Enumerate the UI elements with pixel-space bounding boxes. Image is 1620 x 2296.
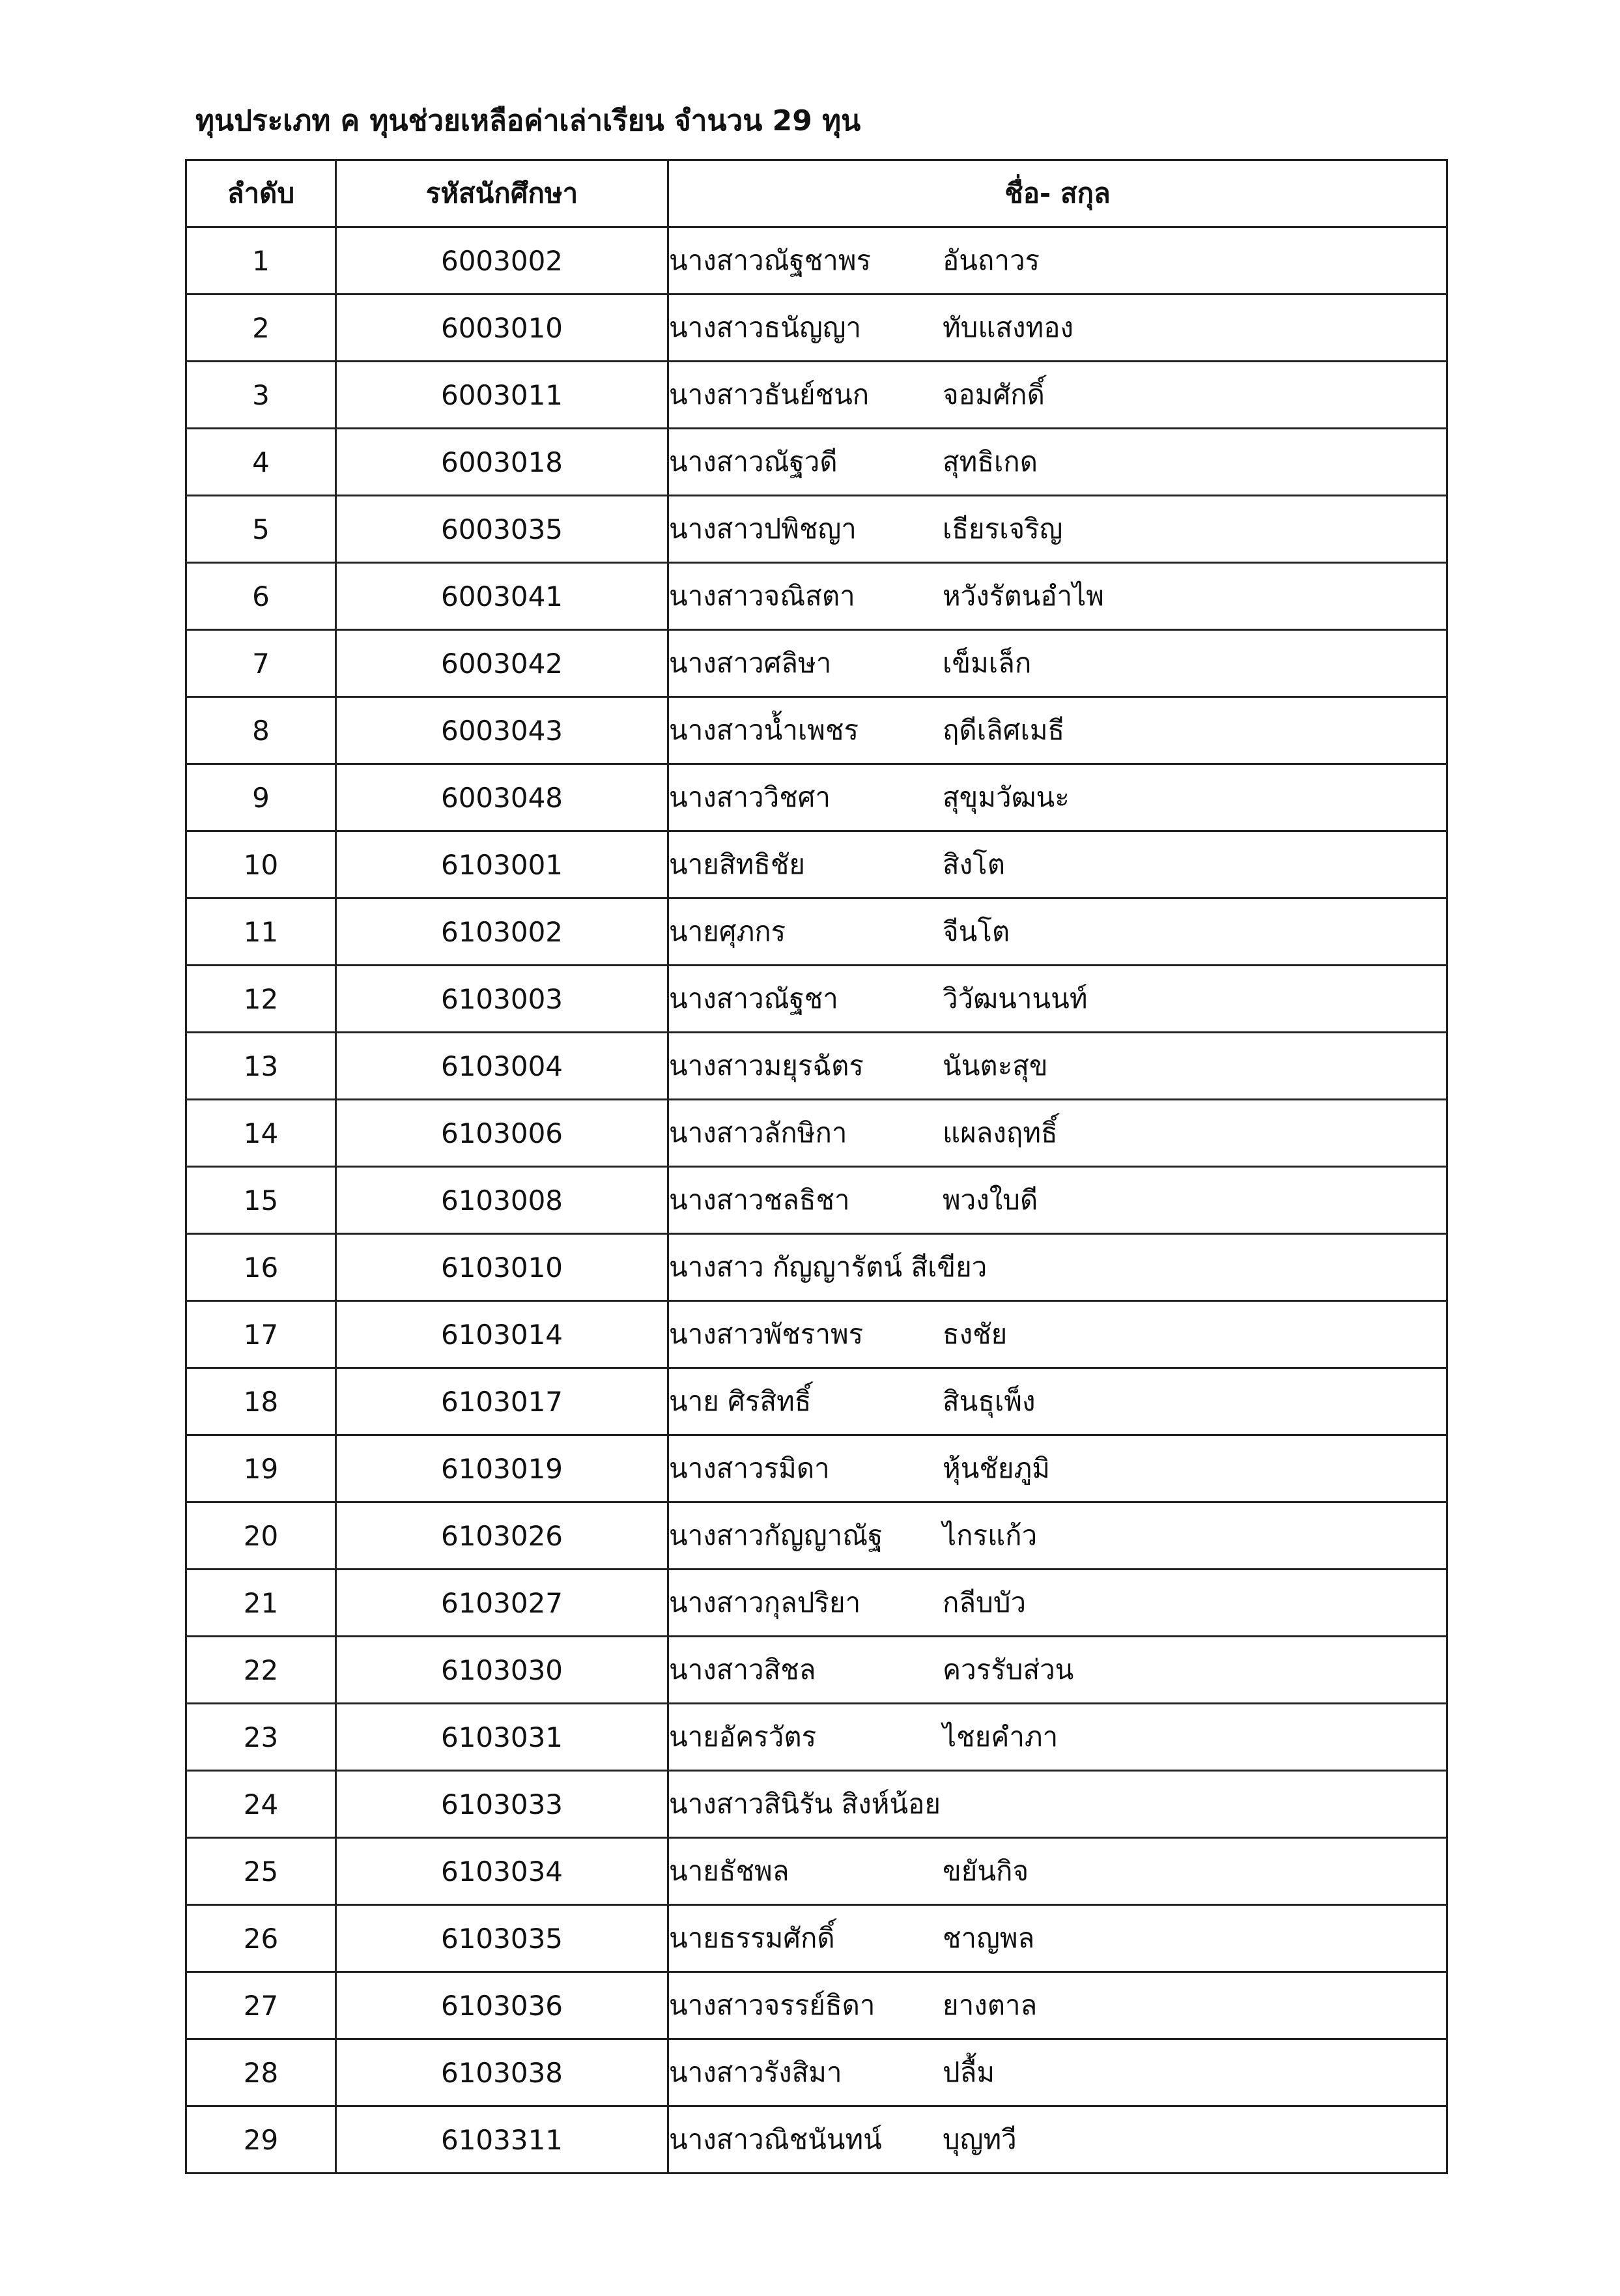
first-name: นางสาวปพิชญา: [669, 513, 857, 545]
first-name: นางสาวธนัญญา: [669, 311, 862, 343]
student-name: [668, 563, 1447, 630]
last-name: ธงชัย: [943, 1318, 1008, 1350]
row-number: 29: [186, 2106, 336, 2174]
last-name: บุญทวี: [943, 2123, 1017, 2155]
row-number: 21: [186, 1570, 336, 1637]
first-name: นางสาวมยุรฉัตร: [669, 1050, 864, 1082]
first-name: นางสาวณัฐวดี: [669, 446, 838, 478]
last-name: กลีบบัว: [943, 1586, 1027, 1618]
row-number: 4: [186, 429, 336, 496]
last-name: จีนโต: [943, 915, 1010, 947]
student-id: 6003018: [336, 429, 668, 496]
last-name: ปลื้ม: [943, 2056, 995, 2088]
last-name: นันตะสุข: [943, 1050, 1048, 1082]
first-name: นางสาวสิชล: [669, 1654, 816, 1686]
table-row: [186, 294, 1447, 362]
student-id: 6103001: [336, 831, 668, 898]
student-id: 6103038: [336, 2039, 668, 2106]
student-name: [668, 1167, 1447, 1234]
table-row: [186, 1972, 1447, 2039]
last-name: เธียรเจริญ: [943, 513, 1063, 545]
first-name: นาย ศิรสิทธิ์: [669, 1385, 812, 1417]
row-number: 13: [186, 1033, 336, 1100]
student-id: 6103002: [336, 898, 668, 966]
row-number: 8: [186, 697, 336, 764]
first-name: นางสาวรมิดา: [669, 1452, 830, 1484]
last-name: วิวัฒนานนท์: [943, 983, 1088, 1014]
table-row: [186, 764, 1447, 831]
last-name: ชาญพล: [943, 1922, 1035, 1954]
table-row: [186, 563, 1447, 630]
student-name: [668, 1905, 1447, 1972]
student-id: 6103019: [336, 1435, 668, 1502]
row-number: 18: [186, 1368, 336, 1435]
row-number: 22: [186, 1637, 336, 1704]
table-row: [186, 1368, 1447, 1435]
row-number: 20: [186, 1502, 336, 1570]
first-name: นางสาวชลธิชา: [669, 1184, 850, 1216]
header-name: ชื่อ- สกุล: [668, 160, 1447, 227]
student-name: [668, 362, 1447, 429]
last-name: พวงใบดี: [943, 1184, 1038, 1216]
student-id: 6103014: [336, 1301, 668, 1368]
row-number: 24: [186, 1771, 336, 1838]
last-name: แผลงฤทธิ์: [943, 1117, 1058, 1149]
header-no: ลำดับ: [186, 160, 336, 227]
student-name: [668, 429, 1447, 496]
scholarship-table: [185, 159, 1448, 2174]
student-name: [668, 1234, 1447, 1301]
first-name: นางสาวลักษิกา: [669, 1117, 847, 1149]
student-id: 6003042: [336, 630, 668, 697]
student-name: [668, 764, 1447, 831]
first-name: นายธรรมศักดิ์: [669, 1922, 835, 1954]
student-id: 6103030: [336, 1637, 668, 1704]
first-name: นางสาววิชศา: [669, 781, 831, 813]
last-name: หวังรัตนอำไพ: [943, 580, 1104, 612]
row-number: 12: [186, 966, 336, 1033]
student-name: [668, 496, 1447, 563]
row-number: 5: [186, 496, 336, 563]
last-name: สุขุมวัฒนะ: [943, 781, 1070, 813]
student-name: [668, 1368, 1447, 1435]
table-row: [186, 630, 1447, 697]
table-row: [186, 496, 1447, 563]
row-number: 11: [186, 898, 336, 966]
student-id: 6003002: [336, 227, 668, 294]
document-title: ทุนประเภท ค ทุนช่วยเหลือค่าเล่าเรียน จำนวน 29 ทุน: [195, 104, 861, 137]
student-name: [668, 1704, 1447, 1771]
first-name: นางสาว กัญญารัตน์ สีเขียว: [669, 1251, 988, 1283]
table-row: [186, 1502, 1447, 1570]
table-row: [186, 1167, 1447, 1234]
student-name: [668, 1033, 1447, 1100]
table-row: [186, 1301, 1447, 1368]
row-number: 14: [186, 1100, 336, 1167]
row-number: 7: [186, 630, 336, 697]
student-id: 6103034: [336, 1838, 668, 1905]
last-name: เข็มเล็ก: [943, 647, 1032, 679]
student-name: [668, 630, 1447, 697]
student-name: [668, 1637, 1447, 1704]
last-name: ทับแสงทอง: [943, 311, 1073, 343]
row-number: 3: [186, 362, 336, 429]
table-row: [186, 1637, 1447, 1704]
student-id: 6003043: [336, 697, 668, 764]
student-id: 6003011: [336, 362, 668, 429]
student-id: 6103027: [336, 1570, 668, 1637]
student-id: 6003035: [336, 496, 668, 563]
student-name: [668, 1570, 1447, 1637]
table-row: [186, 429, 1447, 496]
student-name: [668, 227, 1447, 294]
student-id: 6103033: [336, 1771, 668, 1838]
student-id: 6103010: [336, 1234, 668, 1301]
student-name: [668, 1771, 1447, 1838]
last-name: ไชยคำภา: [943, 1721, 1059, 1753]
student-id: 6103017: [336, 1368, 668, 1435]
student-id: 6103008: [336, 1167, 668, 1234]
row-number: 15: [186, 1167, 336, 1234]
last-name: อันถาวร: [943, 244, 1040, 276]
table-row: [186, 2039, 1447, 2106]
table-body: [186, 227, 1447, 2174]
first-name: นางสาวศลิษา: [669, 647, 832, 679]
first-name: นางสาวธันย์ชนก: [669, 379, 870, 410]
row-number: 16: [186, 1234, 336, 1301]
last-name: หุ้นชัยภูมิ: [943, 1452, 1050, 1484]
last-name: ยางตาล: [943, 1989, 1038, 2021]
row-number: 17: [186, 1301, 336, 1368]
student-name: [668, 2106, 1447, 2174]
last-name: ไกรแก้ว: [943, 1519, 1038, 1551]
first-name: นางสาวณิชนันทน์: [669, 2123, 882, 2155]
first-name: นางสาวจรรย์ธิดา: [669, 1989, 875, 2021]
student-name: [668, 1100, 1447, 1167]
table-row: [186, 1704, 1447, 1771]
student-name: [668, 1301, 1447, 1368]
row-number: 2: [186, 294, 336, 362]
student-name: [668, 294, 1447, 362]
student-name: [668, 966, 1447, 1033]
row-number: 26: [186, 1905, 336, 1972]
table-header-row: [186, 160, 1447, 227]
student-id: 6103026: [336, 1502, 668, 1570]
first-name: นายสิทธิชัย: [669, 848, 805, 880]
student-id: 6103004: [336, 1033, 668, 1100]
student-id: 6103035: [336, 1905, 668, 1972]
student-id: 6003041: [336, 563, 668, 630]
student-name: [668, 1502, 1447, 1570]
header-student-id: รหัสนักศึกษา: [336, 160, 668, 227]
table-row: [186, 898, 1447, 966]
student-id: 6103003: [336, 966, 668, 1033]
first-name: นางสาวจณิสตา: [669, 580, 855, 612]
student-id: 6103036: [336, 1972, 668, 2039]
student-name: [668, 831, 1447, 898]
last-name: ฤดีเลิศเมธี: [943, 714, 1065, 746]
first-name: นางสาวกัญญาณัฐ: [669, 1519, 883, 1551]
student-name: [668, 1972, 1447, 2039]
table-row: [186, 1570, 1447, 1637]
table-row: [186, 227, 1447, 294]
student-id: 6103031: [336, 1704, 668, 1771]
first-name: นายอัครวัตร: [669, 1721, 817, 1753]
student-id: 6003048: [336, 764, 668, 831]
student-name: [668, 898, 1447, 966]
row-number: 25: [186, 1838, 336, 1905]
student-id: 6103311: [336, 2106, 668, 2174]
last-name: สุทธิเกด: [943, 446, 1038, 478]
first-name: นางสาวน้ำเพชร: [669, 714, 859, 746]
row-number: 10: [186, 831, 336, 898]
table-row: [186, 1838, 1447, 1905]
table-row: [186, 2106, 1447, 2174]
first-name: นางสาวณัฐชา: [669, 983, 838, 1014]
first-name: นางสาวณัฐชาพร: [669, 244, 872, 276]
table-row: [186, 1100, 1447, 1167]
row-number: 1: [186, 227, 336, 294]
student-name: [668, 2039, 1447, 2106]
table-row: [186, 1435, 1447, 1502]
first-name: นายศุภกร: [669, 915, 786, 947]
first-name: นางสาวสินิรัน สิงห์น้อย: [669, 1788, 941, 1820]
first-name: นายธัชพล: [669, 1855, 789, 1887]
first-name: นางสาวพัชราพร: [669, 1318, 864, 1350]
table-row: [186, 697, 1447, 764]
row-number: 28: [186, 2039, 336, 2106]
table-row: [186, 1905, 1447, 1972]
row-number: 9: [186, 764, 336, 831]
row-number: 27: [186, 1972, 336, 2039]
row-number: 23: [186, 1704, 336, 1771]
last-name: จอมศักดิ์: [943, 379, 1045, 410]
row-number: 19: [186, 1435, 336, 1502]
table-row: [186, 966, 1447, 1033]
student-name: [668, 1435, 1447, 1502]
student-id: 6103006: [336, 1100, 668, 1167]
last-name: สินธุเพ็ง: [943, 1385, 1036, 1417]
last-name: ควรรับส่วน: [943, 1654, 1074, 1686]
last-name: สิงโต: [943, 848, 1005, 880]
table-row: [186, 1234, 1447, 1301]
student-id: 6003010: [336, 294, 668, 362]
first-name: นางสาวรังสิมา: [669, 2056, 842, 2088]
table-row: [186, 1033, 1447, 1100]
table-row: [186, 1771, 1447, 1838]
first-name: นางสาวกุลปริยา: [669, 1586, 861, 1618]
student-name: [668, 697, 1447, 764]
student-name: [668, 1838, 1447, 1905]
last-name: ขยันกิจ: [943, 1855, 1029, 1887]
table-row: [186, 362, 1447, 429]
table-row: [186, 831, 1447, 898]
row-number: 6: [186, 563, 336, 630]
